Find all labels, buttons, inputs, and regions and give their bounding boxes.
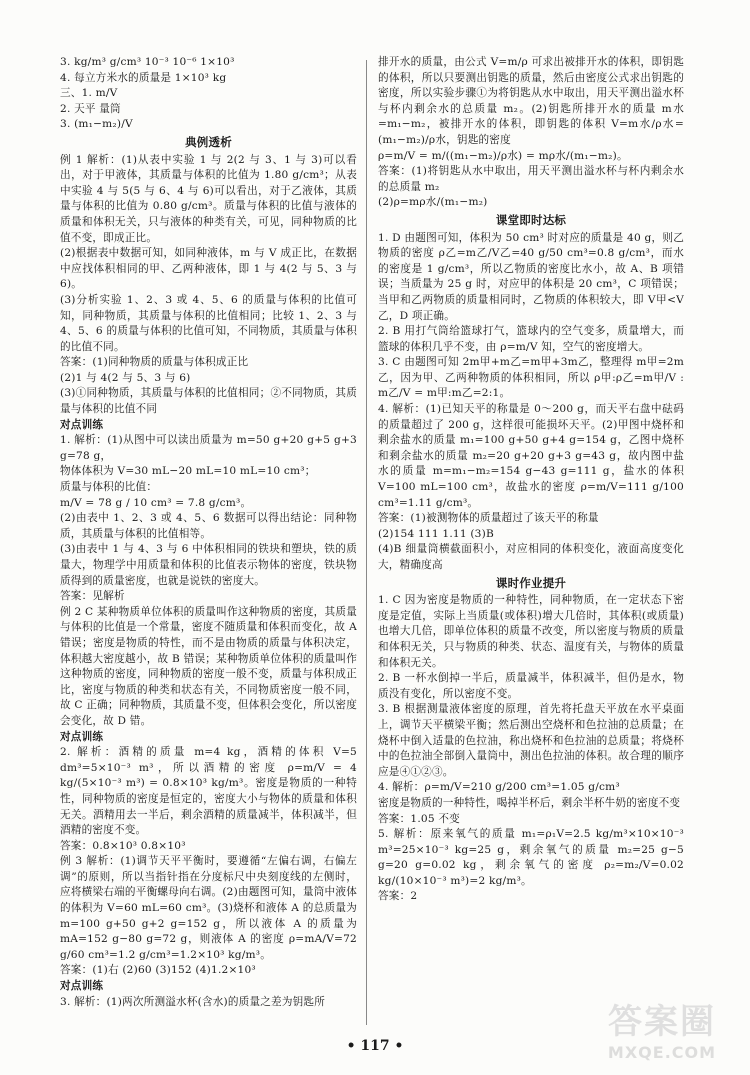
subsection-heading: 对点训练 [60, 730, 104, 743]
column-divider [366, 60, 367, 1025]
text-paragraph: 3. (m₁−m₂)/V [60, 118, 133, 131]
left-column [60, 55, 357, 1010]
text-paragraph: 例 1 解析：(1)从表中实验 1 与 2(2 与 3、1 与 3)可以看出，对于甲液体，其质量与体积的比值为 1.80 g/cm³；从表中实验 4 与 5(5 与 6、4 与 6)可以看出，对于乙液体，其质量与体积的比值为 0.80 g/cm³。质量与体积的比值与液体的质量和体积无关，只与液体的种类有关，可见，同种物质的比值不变，即成正比。 [60, 153, 357, 244]
text-paragraph: 4. 每立方米水的质量是 1×10³ kg [60, 71, 227, 84]
text-paragraph: 例 2 C 某种物质单位体积的质量叫作这种物质的密度，其质量与体积的比值是一个常量，密度不随质量和体积而变化，故 A 错误；密度是物质的特性，而不是由物质的质量与体积决定，体积越大密度越小，故 B 错误；某种物质单位体积的质量叫作这种物质的密度，同种物质的密度一般不变，质量与体积成正比，密度与物质的种类和状态有关，不同物质密度一般不同，故 C 正确；同种物质，其质量不变，但体积会变化，所以密度会变化，故 D 错。 [60, 605, 357, 727]
text-paragraph: 答案：见解析 [60, 590, 125, 603]
text-paragraph: 3. C 由题图可知 2m甲+m乙=m甲+3m乙，整理得 m甲=2m乙，因为甲、乙两种物质的体积相同，所以 ρ甲:ρ乙=m甲/V : m乙/V = m甲:m乙=2:1。 [378, 356, 684, 400]
text-paragraph: 5. 解析：原来氧气的质量 m₁=ρ₁V=2.5 kg/m³×10×10⁻³ m³=25×10⁻³ kg=25 g，剩余氧气的质量 m₂=25 g−5 g=20 g=0.02 kg，剩余氧气的密度 ρ₂=m₂/V=0.02 kg/(10×10⁻³ m³)=2 kg/m³。 [378, 828, 684, 887]
text-paragraph: 答案：(1)将钥匙从水中取出，用天平测出溢水杯与杯内剩余水的总质量 m₂ [378, 165, 684, 193]
text-paragraph: 答案：1.05 不变 [378, 812, 460, 825]
watermark-title: 答案圈 [608, 1002, 716, 1042]
text-paragraph: 2. B 一杯水倒掉一半后，质量减半，体积减半，但仍是水，物质没有变化，所以密度不变。 [378, 672, 684, 700]
text-paragraph: m/V = 78 g / 10 cm³ = 7.8 g/cm³。 [60, 496, 252, 509]
text-paragraph: (2)154 111 1.11 (3)B [378, 527, 494, 540]
text-paragraph: 答案：0.8×10³ 0.8×10³ [60, 839, 186, 852]
section-heading: 课堂即时达标 [495, 212, 567, 227]
text-paragraph: 答案：(1)被测物体的质量超过了该天平的称量 [378, 512, 599, 525]
text-paragraph: 4. 解析：ρ=m/V=210 g/200 cm³=1.05 g/cm³ [378, 781, 620, 794]
text-paragraph: 物体体积为 V=30 mL−20 mL=10 mL=10 cm³； [60, 465, 316, 478]
text-paragraph: 1. C 因为密度是物质的一种特性，同种物质，在一定状态下密度是定值，实际上当质量(或体积)增大几倍时，其体积(或质量)也增大几倍，即单位体积的质量不改变，所以密度与物质的质量和体积无关，只与物质的种类、状态、温度有关，与物体的质量和体积无关。 [378, 594, 684, 669]
text-paragraph: 2. 天平 量筒 [60, 102, 121, 115]
subsection-heading: 对点训练 [60, 418, 104, 431]
watermark-logo [582, 1001, 742, 1071]
scan-artifact [300, 0, 450, 10]
text-paragraph: 2. 解析：酒精的质量 m=4 kg，酒精的体积 V=5 dm³=5×10⁻³ m³，所以酒精的密度 ρ=m/V = 4 kg/(5×10⁻³ m³) = 0.8×10³ kg/m³。密度是物质的一种特性，同种物质的密度是恒定的，密度大小与物体的质量和体积无关。酒精用去一半后，剩余酒精的质量减半，体积减半，但酒精的密度不变。 [60, 746, 357, 837]
text-paragraph: 1. D 由题图可知，体积为 50 cm³ 时对应的质量是 40 g，则乙物质的密度 ρ乙=m乙/V乙=40 g/50 cm³=0.8 g/cm³，而水的密度是 1 g/cm³，所以乙物质的密度比水小，故 A、B 项错误；当质量为 25 g 时，对应甲的体积是 20 cm³，C 项错误；当甲和乙两物质的质量相同时，乙物质的体积较大，即 V甲<V乙，D 项正确。 [378, 231, 684, 322]
text-paragraph: (4)B 细量筒横截面积小，对应相同的体积变化，液面高度变化大，精确度高 [378, 543, 684, 571]
text-paragraph: 3. 解析：(1)两次所测溢水杯(含水)的质量之差为钥匙所 [60, 995, 326, 1008]
text-paragraph: 例 3 解析：(1)调节天平平衡时，要遵循“左偏右调，右偏左调”的原则，所以当指针指在分度标尺中央刻度线的左侧时，应将横梁右端的平衡螺母向右调。(2)由题图可知，量筒中液体的体积为 V=60 mL=60 cm³。(3)烧杯和液体 A 的总质量为 m=100 g+50 g+2 g=152 g，所以液体 A 的质量为 mA=152 g−80 g=72 g，则液体 A 的密度 ρ=mA/V=72 g/60 cm³=1.2 g/cm³=1.2×10³ kg/m³。 [60, 855, 357, 961]
text-paragraph: 排开水的质量，由公式 V=m/ρ 可求出被排开水的体积，即钥匙的体积，所以只要测出钥匙的质量，然后由密度公式求出钥匙的密度，所以实验步骤①为将钥匙从水中取出，用天平测出溢水杯与杯内剩余水的总质量 m₂。(2)钥匙所排开水的质量 m水=m₁−m₂，被排开水的体积，即钥匙的体积 V=m水/ρ水=(m₁−m₂)/ρ水，钥匙的密度 [378, 56, 684, 146]
text-paragraph: 3. kg/m³ g/cm³ 10⁻³ 10⁻⁶ 1×10³ [60, 56, 235, 68]
text-paragraph: 三、1. m/V [60, 87, 118, 100]
text-paragraph: 1. 解析：(1)从图中可以读出质量为 m=50 g+20 g+5 g+3 g=78 g， [60, 434, 357, 462]
text-paragraph: (2)由表中 1、2、3 或 4、5、6 数据可以得出结论：同种物质，其质量与体积的比值相等。 [60, 512, 357, 540]
page-number: • 117 • [346, 1038, 404, 1054]
text-paragraph: (2)根据表中数据可知，如同种液体，m 与 V 成正比，在数据中应找体积相同的甲、乙两种液体，即 1 与 4(2 与 5、3 与 6)。 [60, 247, 357, 291]
text-paragraph: 4. 解析：(1)已知天平的称量是 0～200 g，而天平右盘中砝码的质量超过了 200 g，这样很可能损坏天平。(2)甲图中烧杯和剩余盐水的质量 m₁=100 g+50 g+4 g=154 g，乙图中烧杯和剩余盐水的质量 m₂=20 g+20 g+3 g=43 g，故内图中盐水的质量 m=m₁−m₂=154 g−43 g=111 g，盐水的体积 V=100 mL=100 cm³，故盐水的密度 ρ=m/V=111 g/100 cm³=1.11 g/cm³。 [378, 403, 684, 509]
text-paragraph: (3)由表中 1 与 4、3 与 6 中体积相同的铁块和塑块，铁的质量大，物理学中用质量和体积的比值表示物体的密度，铁块物质得到的质量密度，也就是说铁的密度大。 [60, 543, 357, 587]
section-heading: 典例透析 [185, 134, 232, 149]
text-paragraph: 答案：2 [378, 890, 418, 903]
text-paragraph: 答案：(1)右 (2)60 (3)152 (4)1.2×10³ [60, 964, 256, 977]
text-paragraph: ρ=m/V = m/((m₁−m₂)/ρ水) = mρ水/(m₁−m₂)。 [378, 149, 628, 162]
right-column [378, 55, 684, 905]
subsection-heading: 对点训练 [60, 980, 104, 993]
section-heading: 课时作业提升 [495, 575, 567, 590]
text-paragraph: 3. B 根据测量液体密度的原理，首先将托盘天平放在水平桌面上，调节天平横梁平衡；然后测出空烧杯和色拉油的总质量；在烧杯中倒入适量的色拉油，称出烧杯和色拉油的总质量；将烧杯中的色拉油全部倒入量筒中，测出色拉油的体积。故合理的顺序应是④①②③。 [378, 703, 684, 778]
text-paragraph: (2)1 与 4(2 与 5、3 与 6) [60, 371, 191, 384]
text-paragraph: 密度是物质的一种特性，喝掉半杯后，剩余半杯牛奶的密度不变 [378, 796, 681, 809]
text-paragraph: (2)ρ=mρ水/(m₁−m₂) [378, 196, 488, 209]
watermark-url: MXQE.COM [607, 1043, 717, 1062]
text-paragraph: 答案：(1)同种物质的质量与体积成正比 [60, 356, 249, 369]
text-paragraph: 质量与体积的比值： [60, 481, 158, 494]
text-paragraph: (3)分析实验 1、2、3 或 4、5、6 的质量与体积的比值可知，同种物质，其质量与体积的比值相同；比较 1、2、3 与 4、5、6 的质量与体积的比值可知，不同物质，其质量与体积的比值不同。 [60, 293, 357, 353]
text-paragraph: (3)①同种物质，其质量与体积的比值相同；②不同物质，其质量与体积的比值不同 [60, 387, 357, 416]
text-paragraph: 2. B 用打气筒给篮球打气，篮球内的空气变多，质量增大，而篮球的体积几乎不变，由 ρ=m/V 知，空气的密度增大。 [378, 325, 684, 353]
